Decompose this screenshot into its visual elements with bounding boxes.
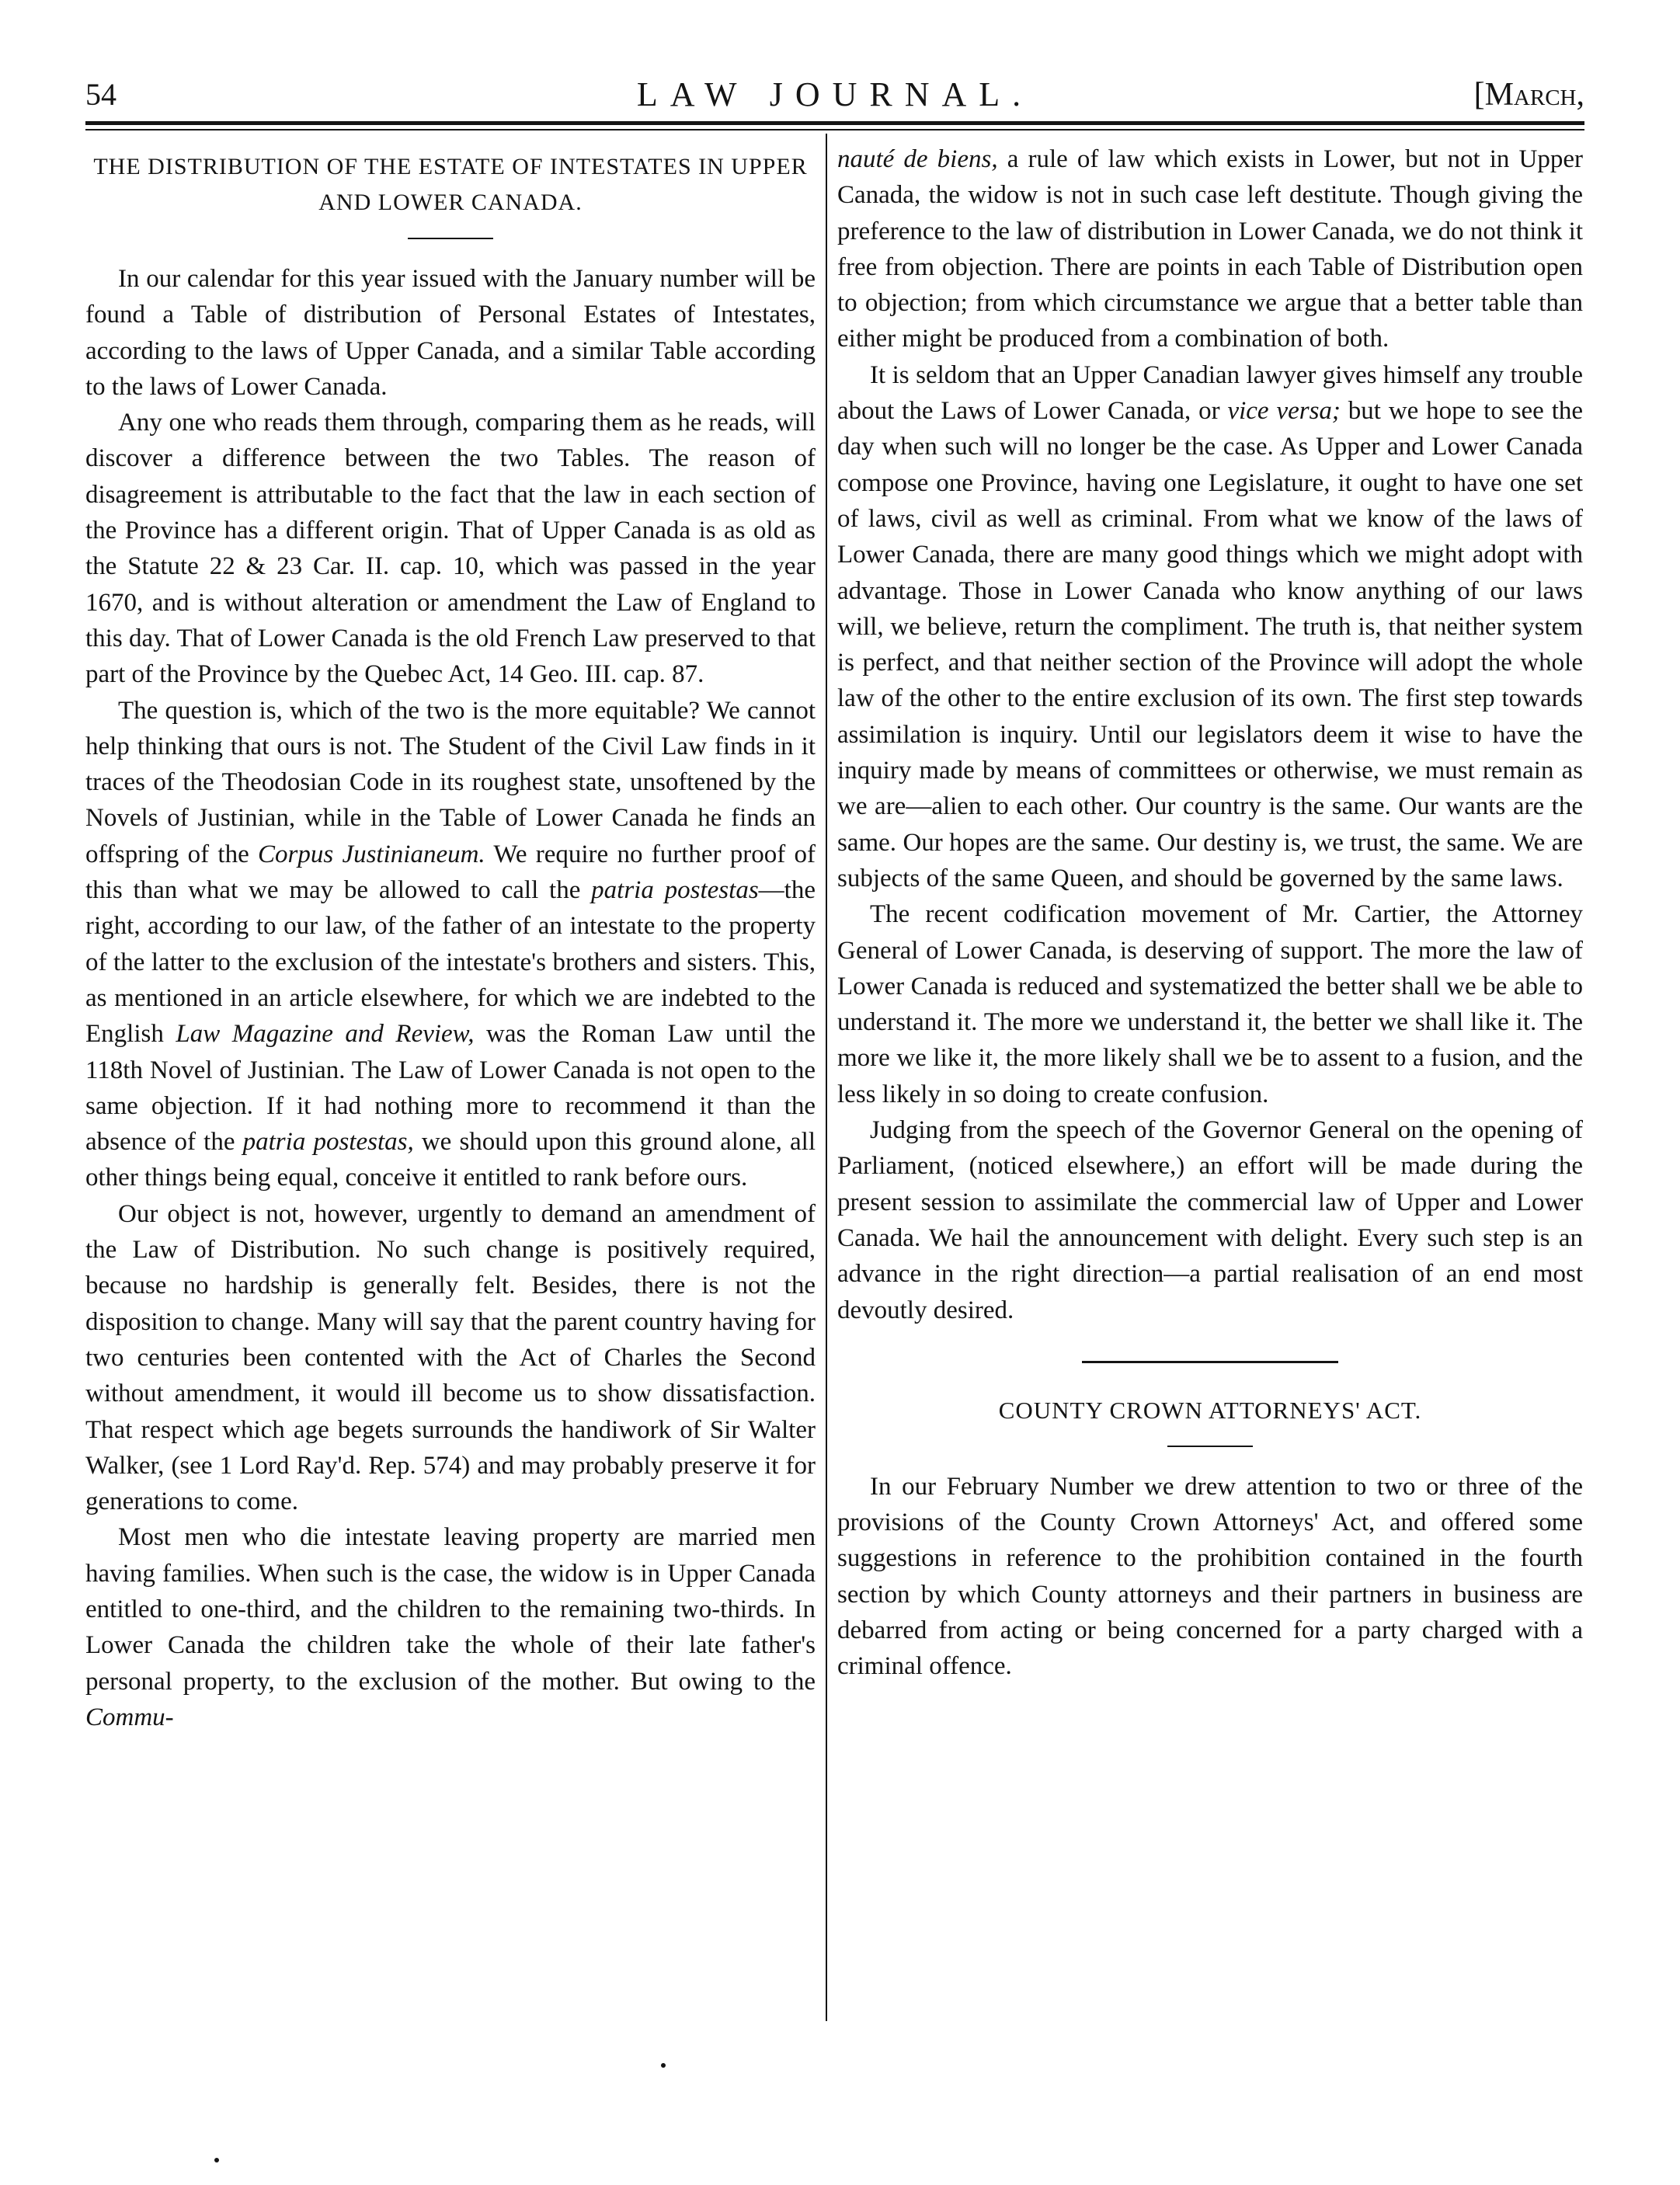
text-run: We require no further proof of this than what we may be allowed to call the (85, 840, 816, 905)
italic-text: Commu- (85, 1703, 174, 1731)
article-title: COUNTY CROWN ATTORNEYS' ACT. (998, 1396, 1422, 1424)
paragraph: The recent codification movement of Mr. Cartier, the Attorney General of Lower Canada, is deserving of support. The more the law of Lower Canada is reduced and systematized the better shall we be able to understand it. The more we understand it, the better we shall like it. The more we like it, the more likely shall we be to assent to a fusion, and the less likely in so doing to create confusion. (837, 900, 1583, 1108)
article-title: THE DISTRIBUTION OF THE ESTATE OF INTESTATES IN UPPER AND LOWER CANADA. (93, 154, 808, 215)
paragraph (837, 357, 1583, 896)
title-rule (1167, 1446, 1253, 1447)
paragraph: Judging from the speech of the Governor General on the opening of Parliament, (noticed elsewhere,) an effort will be made during the present session to assimilate the commercial law of Upper and Lower Canada. We hail the announcement with delight. Every such step is an advance in the right direction—a partial realisation of an end most devoutly desired. (837, 1116, 1583, 1324)
paragraph: In our February Number we drew attention to two or three of the provisions of the County Crown Attorneys' Act, and offered some suggestions in reference to the prohibition contained in the fourth section by which County attorneys and their partners in business are debarred from acting or being concerned for a party charged with a criminal offence. (837, 1472, 1583, 1681)
text-run: It is seldom that an Upper Canadian lawyer gives himself any trouble about the Laws of Lower Canada, or (837, 360, 1583, 426)
column-divider (826, 134, 827, 2021)
left-column (85, 141, 816, 1735)
paragraph: Any one who reads them through, comparing them as he reads, will discover a difference between the two Tables. The reason of disagreement is attributable to the fact that the law in each section of the Province has a different origin. That of Upper Canada is as old as the Statute 22 & 23 Car. II. cap. 10, which was passed in the year 1670, and is without alteration or amendment the Law of England to this day. That of Lower Canada is the old French Law preserved to that part of the Province by the Quebec Act, 14 Geo. III. cap. 87. (85, 409, 816, 689)
italic-text: vice versa; (1227, 397, 1341, 426)
ink-speck (661, 2063, 666, 2068)
text-run: The question is, which of the two is the more equitable? We cannot help thinking that ours is not. The Student of the Civil Law finds in it traces of the Theodosian Code in its roughest state, unsoftened by the Novels of Justinian, while in the Table of Lower Canada he finds an offspring of the (85, 696, 816, 868)
text-run: we should upon this ground alone, all other things being equal, conceive it entitled to rank before ours. (85, 1128, 816, 1192)
text-run: but we hope to see the day when such will no longer be the case. As Upper and Lower Canada compose one Province, having one Legislature, it ought to have one set of laws, civil as well as criminal. From what we know of the laws of Lower Canada, there are many good things which we might adopt with advantage. Those in Lower Canada who know anything of our laws will, we believe, return the compliment. The truth is, that neither system is perfect, and that neither section of the Province will adopt the whole law of the other to the entire exclusion of its own. The first step towards assimilation is inquiry. Until our legislators deem it wise to have the inquiry made by means of committees or otherwise, we must remain as we are—alien to each other. Our country is the same. Our wants are the same. Our hopes are the same. Our destiny is, we trust, the same. We are subjects of the same Queen, and should be governed by the same laws. (837, 397, 1584, 892)
italic-text: patria postestas (591, 876, 759, 905)
paragraph: Our object is not, however, urgently to demand an amendment of the Law of Distribution. No such change is positively required, because no hardship is generally felt. Besides, there is not the disposition to change. Many will say that the parent country having for two centuries been contented with the Act of Charles the Second without amendment, it would ill become us to show dissatisfaction. That respect which age begets surrounds the handiwork of Sir Walter Walker, (see 1 Lord Ray'd. Rep. 574) and may probably preserve it for generations to come. (85, 1199, 816, 1516)
paragraph (85, 1519, 816, 1735)
italic-text: patria postestas, (242, 1128, 414, 1157)
italic-text: Corpus Justinianeum. (257, 840, 485, 868)
text-run: was the Roman Law until the 118th Novel of Justinian. The Law of Lower Canada is not open to the same objection. If it had nothing more to recommend it than the absence of the (85, 1020, 816, 1157)
text-run: a rule of law which exists in Lower, but not in Upper Canada, the widow is not in such case left destitute. Though giving the preference to the law of distribution in Lower Canada, we do not think it free from objection. There are points in each Table of Distribution open to objection; from which circumstance we argue that a better table than either might be produced from a combination of both. (837, 145, 1583, 353)
paragraph: In our calendar for this year issued with the January number will be found a Table of distribution of Personal Estates of Intestates, according to the laws of Upper Canada, and a similar Table according to the laws of Lower Canada. (85, 265, 816, 401)
title-rule (408, 238, 493, 239)
italic-text: Law Magazine and Review, (176, 1020, 475, 1049)
header-rule-thick (85, 121, 1584, 125)
journal-title: LAW JOURNAL. (636, 75, 1034, 113)
article-separator-rule (1082, 1361, 1338, 1363)
issue-month: [March, (1473, 77, 1584, 113)
text-run: Most men who die intestate leaving property are married men having families. When such is the case, the widow is in Upper Canada entitled to one-third, and the children to the remaining two-thirds. In Lower Canada the children take the whole of their late father's personal property, to the exclusion of the mother. But owing to the (85, 1523, 816, 1696)
paragraph (85, 693, 816, 1196)
ink-speck (214, 2158, 219, 2162)
page-number: 54 (85, 77, 117, 112)
paragraph-continued (837, 141, 1583, 357)
header-rule-thin (85, 129, 1584, 130)
running-head (85, 71, 1584, 118)
right-column (837, 141, 1583, 1685)
italic-text: nauté de biens, (837, 145, 998, 173)
text-run: —the right, according to our law, of the father of an intestate to the property of the latter to the exclusion of the intestate's brothers and sisters. This, as mentioned in an article elsewhere, for which we are indebted to the English (85, 876, 816, 1049)
